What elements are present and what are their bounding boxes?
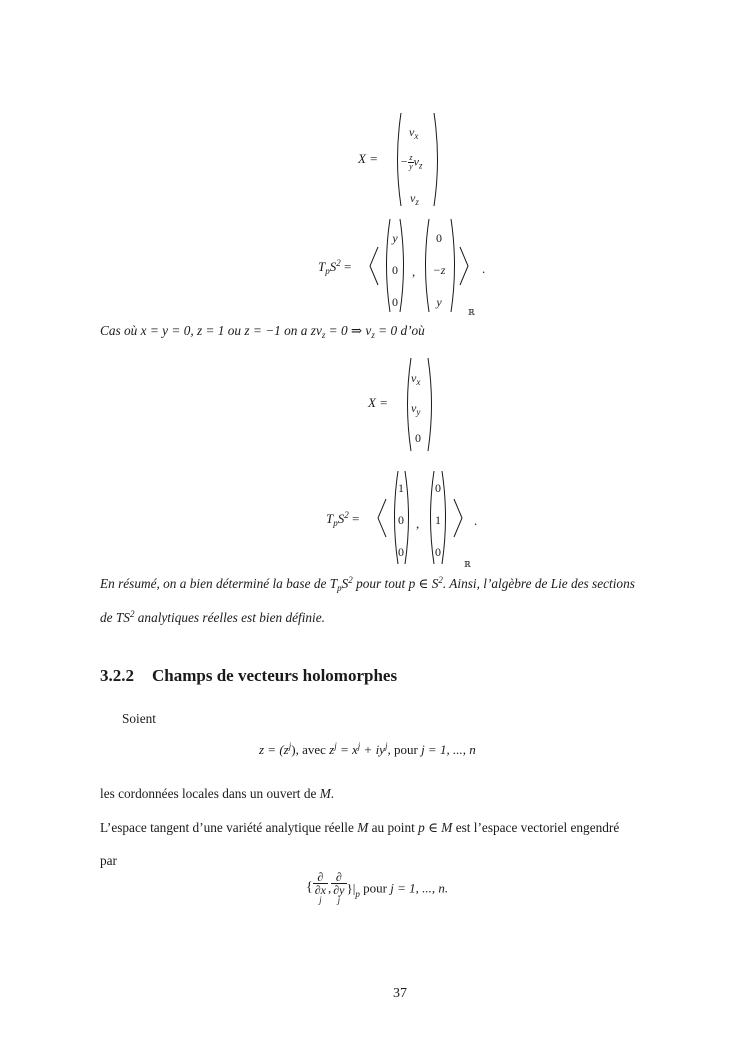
eq-t2-lhs: $T_pS^2$ = xyxy=(326,510,360,528)
soient-text: Soient xyxy=(122,711,156,726)
eq-t2-v1-entry-2: 0 xyxy=(398,513,404,527)
eq-x2-right-paren xyxy=(426,357,436,452)
eq-z: $z = (z^j)$, avec $z^j = x^j + iy^j$, pour j = 1, ..., n xyxy=(259,741,476,757)
eq-t2-v2-right-paren xyxy=(440,470,450,565)
eq-x2-lhs: X = xyxy=(368,395,388,410)
eq-x1-entry-1: $v_x$ xyxy=(409,125,419,141)
eq-t1-v1-entry-2: 0 xyxy=(392,263,398,277)
eq-t1-comma: , xyxy=(412,264,416,279)
eq-t2-v1-entry-1: 1 xyxy=(398,481,404,495)
eq-t1-v2-entry-2: −z xyxy=(432,263,446,277)
eq-t2-field: ℝ xyxy=(464,560,471,569)
eq-t1-right-angle xyxy=(458,246,470,286)
eq-t2-v2-entry-2: 1 xyxy=(435,513,441,527)
section-number: 3.2.2 xyxy=(100,666,134,685)
eq-x1-entry-3: $v_z$ xyxy=(410,191,419,207)
eq-t1-v1-entry-3: 0 xyxy=(392,295,398,309)
section-heading xyxy=(100,666,397,686)
eq-x2-entry-1: $v_x$ xyxy=(411,371,421,387)
eq-t1-v1-right-paren xyxy=(398,218,408,313)
eq-t1-field: ℝ xyxy=(468,308,475,317)
tangent-line-2: par xyxy=(100,853,117,868)
eq-t2-v1-right-paren xyxy=(403,470,413,565)
summary-line-2: de $TS^2$ analytiques réelles est bien définie. xyxy=(100,609,325,625)
case-line: Cas où x = y = 0, z = 1 ou z = −1 on a $zv_z = 0$ ⇒ $v_z = 0$ d’où xyxy=(100,323,425,340)
eq-x2-entry-3: 0 xyxy=(415,431,421,445)
eq-t1-dot: . xyxy=(482,261,486,276)
eq-t2-v2-entry-3: 0 xyxy=(435,545,441,559)
eq-t1-lhs: $T_pS^2$ = xyxy=(318,258,352,276)
eq-t1-v2-entry-3: y xyxy=(436,295,442,309)
eq-x1-entry-2: − $\frac{z}{y}$ $v_z$ xyxy=(400,153,423,171)
eq-x1-lhs: X = xyxy=(358,151,378,166)
summary-line-1: En résumé, on a bien déterminé la base de $T_pS^2$ pour tout p ∈ $S^2$. Ainsi, l’algèbre de Lie des sections xyxy=(100,575,635,593)
coord-line: les cordonnées locales dans un ouvert de M. xyxy=(100,786,335,801)
eq-t2-comma: , xyxy=(416,516,420,531)
tangent-line-1: L’espace tangent d’une variété analytique réelle M au point p ∈ M est l’espace vectoriel engendré xyxy=(100,820,620,835)
eq-x1-right-paren xyxy=(432,112,442,207)
eq-t2-v2-entry-1: 0 xyxy=(435,481,441,495)
eq-basis: { ∂ ∂x j , ∂ ∂y j }$|_p$ pour j = 1, ..., n. xyxy=(306,870,449,905)
eq-x2-entry-2: $v_y$ xyxy=(411,401,421,417)
eq-t2-right-angle xyxy=(452,498,464,538)
section-title: Champs de vecteurs holomorphes xyxy=(152,666,398,685)
page-number: 37 xyxy=(393,986,407,1001)
eq-t2-dot: . xyxy=(474,513,478,528)
eq-t1-v2-entry-1: 0 xyxy=(436,231,442,245)
eq-t1-v1-entry-1: y xyxy=(392,231,398,245)
eq-t2-v1-entry-3: 0 xyxy=(398,545,404,559)
